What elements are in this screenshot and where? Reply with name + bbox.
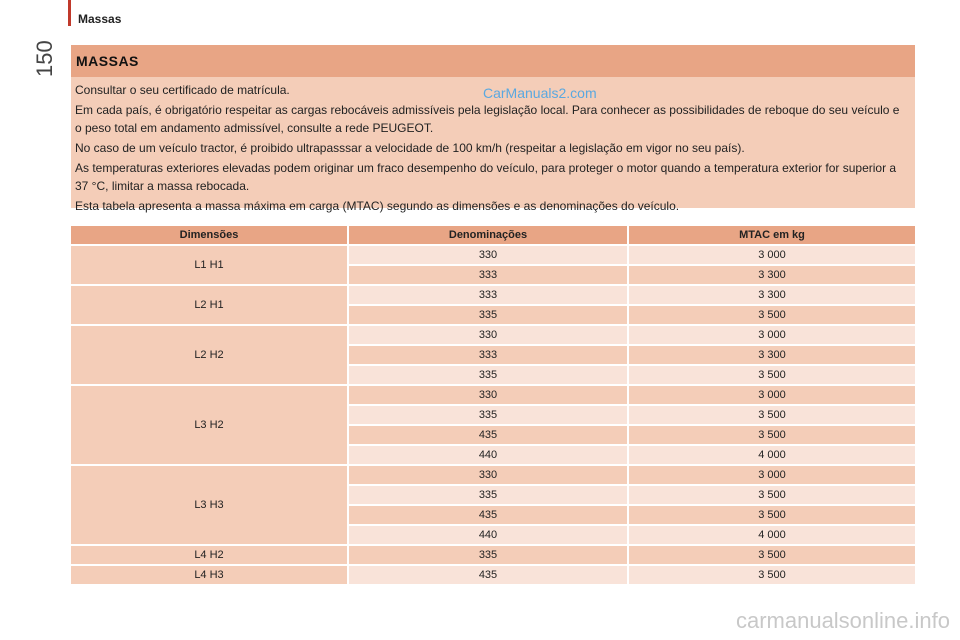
- dimension-cell: L3 H3: [71, 466, 349, 546]
- dimension-cell: L4 H3: [71, 566, 349, 586]
- running-title: Massas: [78, 12, 122, 26]
- mtac-cell: 3 500: [629, 406, 915, 426]
- info-paragraph: Em cada país, é obrigatório respeitar as cargas rebocáveis admissíveis pela legislação local. Para conhecer as possibilidades de reboque do seu veículo e o peso total em andamento admissível, consulte a rede PEUGEOT.: [75, 103, 900, 135]
- header-mtac: MTAC em kg: [629, 226, 915, 246]
- mtac-cell: 3 500: [629, 506, 915, 526]
- mtac-cell: 4 000: [629, 446, 915, 466]
- dimension-cell: L4 H2: [71, 546, 349, 566]
- table-header-row: [71, 226, 915, 246]
- denomination-cell: 335: [349, 486, 629, 506]
- denomination-cell: 335: [349, 306, 629, 326]
- denomination-cell: 333: [349, 346, 629, 366]
- mtac-cell: 3 500: [629, 426, 915, 446]
- dimension-cell: L3 H2: [71, 386, 349, 466]
- denomination-cell: 435: [349, 426, 629, 446]
- denomination-cell: 440: [349, 526, 629, 546]
- denomination-cell: 435: [349, 506, 629, 526]
- info-box: [71, 45, 915, 213]
- mtac-cell: 3 500: [629, 566, 915, 586]
- info-paragraph: As temperaturas exteriores elevadas podem originar um fraco desempenho do veículo, para proteger o motor quando a temperatura exterior for superior a 37 °C, limitar a massa rebocada.: [75, 161, 897, 193]
- denomination-cell: 330: [349, 386, 629, 406]
- info-heading: MASSAS: [76, 53, 139, 69]
- mtac-cell: 3 000: [629, 386, 915, 406]
- denomination-cell: 330: [349, 326, 629, 346]
- table-body: [71, 246, 915, 586]
- mtac-cell: 3 000: [629, 326, 915, 346]
- denomination-cell: 333: [349, 266, 629, 286]
- mtac-cell: 3 500: [629, 546, 915, 566]
- mtac-cell: 3 000: [629, 246, 915, 266]
- mtac-cell: 3 300: [629, 286, 915, 306]
- info-header: [71, 45, 915, 77]
- dimension-cell: L1 H1: [71, 246, 349, 286]
- mtac-cell: 3 500: [629, 306, 915, 326]
- denomination-cell: 335: [349, 406, 629, 426]
- mtac-cell: 3 300: [629, 266, 915, 286]
- table-row: [71, 386, 915, 406]
- denomination-cell: 440: [349, 446, 629, 466]
- denomination-cell: 435: [349, 566, 629, 586]
- mtac-cell: 3 000: [629, 466, 915, 486]
- page-number: 150: [32, 40, 57, 77]
- section-marker-bar: [68, 0, 71, 26]
- info-paragraph: Esta tabela apresenta a massa máxima em carga (MTAC) segundo as dimensões e as denominações do veículo.: [75, 199, 680, 213]
- header-denominations: Denominações: [349, 226, 629, 246]
- denomination-cell: 330: [349, 246, 629, 266]
- info-paragraph: No caso de um veículo tractor, é proibido ultrapasssar a velocidade de 100 km/h (respeitar a legislação em vigor no seu país).: [75, 141, 745, 155]
- table-row: [71, 546, 915, 566]
- table-row: [71, 466, 915, 486]
- dimension-cell: L2 H1: [71, 286, 349, 326]
- mtac-cell: 4 000: [629, 526, 915, 546]
- site-watermark: CarManuals2.com: [483, 85, 597, 101]
- footer-watermark: carmanualsonline.info: [735, 608, 950, 633]
- denomination-cell: 330: [349, 466, 629, 486]
- denomination-cell: 335: [349, 546, 629, 566]
- table-row: [71, 246, 915, 266]
- header-dimensions: Dimensões: [71, 226, 349, 246]
- mass-table: [71, 226, 915, 586]
- dimension-cell: L2 H2: [71, 326, 349, 386]
- mtac-cell: 3 500: [629, 366, 915, 386]
- table-row: [71, 566, 915, 586]
- mtac-cell: 3 500: [629, 486, 915, 506]
- table-row: [71, 326, 915, 346]
- denomination-cell: 333: [349, 286, 629, 306]
- denomination-cell: 335: [349, 366, 629, 386]
- mtac-cell: 3 300: [629, 346, 915, 366]
- info-paragraph: Consultar o seu certificado de matrícula.: [75, 83, 290, 97]
- table-row: [71, 286, 915, 306]
